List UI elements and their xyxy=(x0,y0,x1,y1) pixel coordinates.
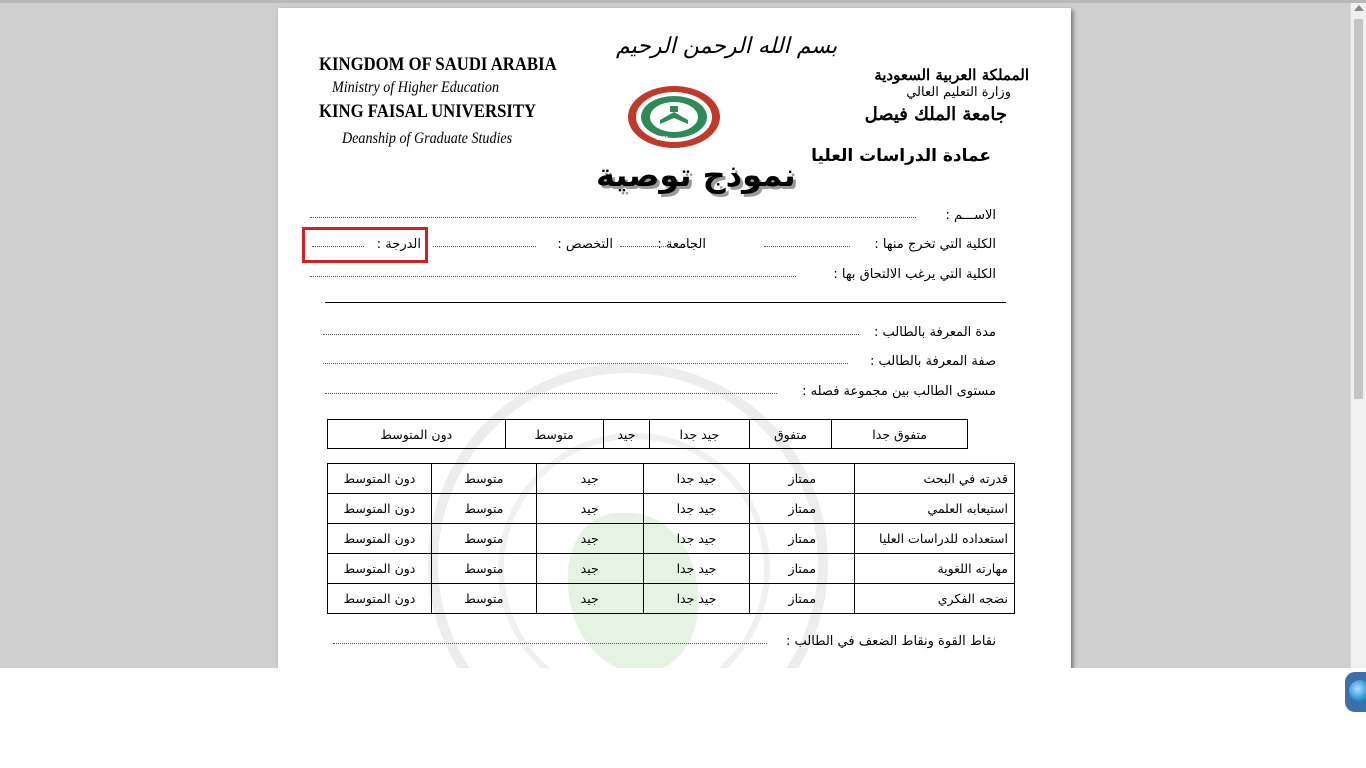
scale-option[interactable]: متفوق جدا xyxy=(832,420,968,449)
table-row xyxy=(328,464,1015,494)
letterhead-ar-university: جامعة الملك فيصل xyxy=(864,104,1007,125)
rating-cell[interactable]: دون المتوسط xyxy=(328,554,432,584)
rating-cell[interactable]: ممتاز xyxy=(750,524,855,554)
scale-option[interactable]: جيد xyxy=(603,420,649,449)
rating-cell[interactable]: جيد xyxy=(536,464,643,494)
rating-cell[interactable]: متوسط xyxy=(431,554,536,584)
table-row xyxy=(328,554,1015,584)
table-row xyxy=(328,524,1015,554)
specialty-field-line[interactable] xyxy=(433,246,536,247)
rating-cell[interactable]: متوسط xyxy=(431,494,536,524)
rating-cell[interactable]: جيد جدا xyxy=(643,494,750,524)
criterion-research: قدرته في البحث xyxy=(855,464,1015,494)
letterhead-ar-kingdom: المملكة العربية السعودية xyxy=(874,66,1029,84)
rating-cell[interactable]: جيد xyxy=(536,494,643,524)
class-level-scale-table xyxy=(327,419,968,449)
basmala-calligraphy: بسم الله الرحمن الرحيم xyxy=(616,34,838,59)
university-label: الجامعة : xyxy=(657,237,706,252)
name-label: الاســـم : xyxy=(945,208,996,223)
graduated-college-field-line[interactable] xyxy=(764,246,850,247)
vertical-scrollbar[interactable] xyxy=(1350,3,1366,668)
letterhead-en-deanship: Deanship of Graduate Studies xyxy=(342,130,513,147)
rating-cell[interactable]: جيد جدا xyxy=(643,464,750,494)
degree-highlight-box xyxy=(302,227,428,263)
section-divider xyxy=(325,302,1006,303)
rating-cell[interactable]: جيد جدا xyxy=(643,524,750,554)
rating-cell[interactable]: متوسط xyxy=(431,524,536,554)
rating-cell[interactable]: جيد xyxy=(536,584,643,614)
criterion-language-skills: مهارته اللغوية xyxy=(855,554,1015,584)
target-college-field-line[interactable] xyxy=(310,276,796,277)
rating-cell[interactable]: جيد xyxy=(536,524,643,554)
class-level-label: مستوى الطالب بين مجموعة فصله : xyxy=(802,384,996,399)
university-seal-icon xyxy=(626,84,722,150)
letterhead-ar-ministry: وزارة التعليم العالي xyxy=(906,85,1011,100)
globe-icon[interactable] xyxy=(1345,672,1366,712)
student-ratings-table xyxy=(327,463,1015,614)
rating-cell[interactable]: ممتاز xyxy=(750,554,855,584)
scale-option[interactable]: متفوق xyxy=(749,420,832,449)
scale-option[interactable]: متوسط xyxy=(505,420,603,449)
letterhead-ar-deanship: عمادة الدراسات العليا xyxy=(811,146,991,166)
graduated-college-label: الكلية التي تخرج منها : xyxy=(874,237,996,252)
letterhead-en-university: KING FAISAL UNIVERSITY xyxy=(319,101,537,122)
rating-cell[interactable]: جيد جدا xyxy=(643,584,750,614)
rating-cell[interactable]: ممتاز xyxy=(750,494,855,524)
rating-cell[interactable]: متوسط xyxy=(431,464,536,494)
form-title: نموذج توصية xyxy=(596,156,796,194)
acquaintance-duration-field-line[interactable] xyxy=(323,334,859,335)
rating-cell[interactable]: جيد جدا xyxy=(643,554,750,584)
acquaintance-duration-label: مدة المعرفة بالطالب : xyxy=(874,325,996,340)
criterion-graduate-readiness: استعداده للدراسات العليا xyxy=(855,524,1015,554)
table-row xyxy=(328,584,1015,614)
table-row xyxy=(328,494,1015,524)
acquaintance-nature-label: صفة المعرفة بالطالب : xyxy=(870,354,996,369)
rating-cell[interactable]: ممتاز xyxy=(750,464,855,494)
name-field-line[interactable] xyxy=(310,217,916,218)
scale-row xyxy=(328,420,968,449)
degree-label: الدرجة : xyxy=(376,237,421,252)
target-college-label: الكلية التي يرغب الالتحاق بها : xyxy=(833,267,996,282)
criterion-comprehension: استيعابه العلمي xyxy=(855,494,1015,524)
rating-cell[interactable]: متوسط xyxy=(431,584,536,614)
rating-cell[interactable]: دون المتوسط xyxy=(328,494,432,524)
specialty-label: التخصص : xyxy=(557,237,613,252)
scale-option[interactable]: جيد جدا xyxy=(650,420,749,449)
university-field-line[interactable] xyxy=(620,246,696,247)
scroll-up-arrow-icon[interactable] xyxy=(1354,5,1364,11)
acquaintance-nature-field-line[interactable] xyxy=(323,363,848,364)
rating-cell[interactable]: دون المتوسط xyxy=(328,464,432,494)
scrollbar-thumb[interactable] xyxy=(1354,19,1363,399)
letterhead-en-kingdom: KINGDOM OF SAUDI ARABIA xyxy=(319,54,557,75)
rating-cell[interactable]: دون المتوسط xyxy=(328,584,432,614)
class-level-field-line[interactable] xyxy=(325,393,777,394)
document-page xyxy=(278,8,1071,668)
scale-option[interactable]: دون المتوسط xyxy=(328,420,506,449)
strengths-weaknesses-label: نقاط القوة ونقاط الضعف في الطالب : xyxy=(785,634,996,649)
viewer-top-border xyxy=(0,0,1366,3)
rating-cell[interactable]: دون المتوسط xyxy=(328,524,432,554)
rating-cell[interactable]: جيد xyxy=(536,554,643,584)
letterhead-en-ministry: Ministry of Higher Education xyxy=(332,79,499,96)
rating-cell[interactable]: ممتاز xyxy=(750,584,855,614)
criterion-intellectual-maturity: نضجه الفكري xyxy=(855,584,1015,614)
strengths-weaknesses-field-line[interactable] xyxy=(333,643,767,644)
seal-year: 1975 xyxy=(656,136,669,142)
